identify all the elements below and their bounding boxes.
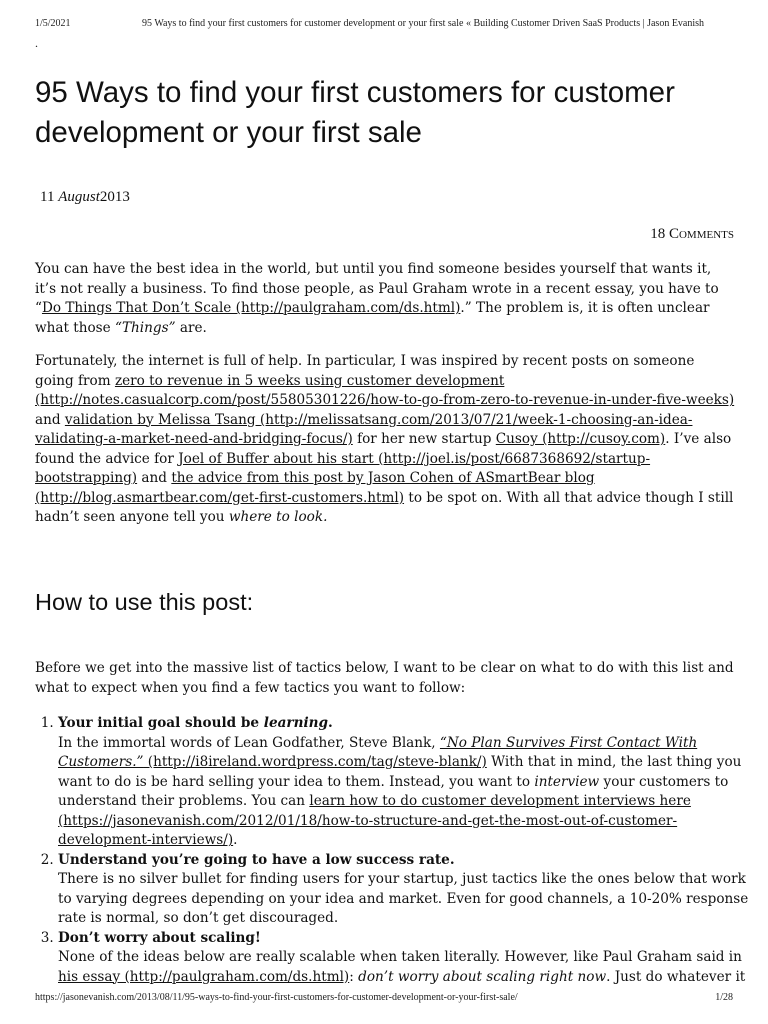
article-title: 95 Ways to find your first customers for customer development or your first sale — [35, 76, 675, 149]
text: None of the ideas below are really scalable when taken literally. However, like Paul Graham said in — [58, 949, 742, 965]
stray-dot: . — [35, 36, 38, 50]
text: . — [328, 715, 333, 731]
text: . — [233, 832, 238, 848]
section-heading: How to use this post: — [35, 589, 254, 615]
link-zero-to-revenue[interactable]: zero to revenue in 5 weeks using customer development (http://notes.casualcorp.com/post/55805301226/how-to-go-from-zero-to-revenue-in-under-five-weeks) — [35, 372, 735, 408]
text: : — [349, 968, 359, 985]
list-item — [58, 851, 758, 929]
link-melissa-tsang[interactable]: validation by Melissa Tsang (http://melissatsang.com/2013/07/21/week-1-choosing-an-idea-validating-a-market-need-and-bridging-focus/) — [35, 411, 693, 447]
item-heading: Understand you’re going to have a low success rate. — [58, 851, 455, 868]
item-heading: Don’t worry about scaling! — [58, 929, 261, 946]
text: With that in mind, the last thing you want to do is be hard selling your idea to them. Instead, you want to — [58, 754, 742, 790]
emphasis: learning — [263, 715, 328, 731]
text: . Just do whatever it — [606, 968, 746, 985]
link-customer-dev-interviews[interactable]: learn how to do customer development interviews here (https://jasonevanish.com/2012/01/18/how-to-structure-and-get-the-most-out-of-customer-development-interviews/) — [58, 793, 691, 848]
text: and — [137, 470, 172, 486]
text: You can have the best idea in the world, but until you find someone besides yourself that wants it, it’s not really a business. To find those people, as Paul Graham wrote in a recent essay, you have to “ — [35, 261, 719, 316]
print-url: https://jasonevanish.com/2013/08/11/95-ways-to-find-your-first-customers-for-customer-development-or-your-first-sale/ — [35, 992, 518, 1003]
print-page-title: 95 Ways to find your first customers for customer development or your first sale « Building Customer Driven SaaS Products | Jason Evanish — [142, 18, 705, 29]
link-do-things-dont-scale[interactable]: Do Things That Don’t Scale (http://paulgraham.com/ds.html) — [41, 300, 461, 316]
text: .” The problem is, it is often unclear what those — [35, 300, 710, 336]
emphasis: interview — [534, 773, 600, 790]
item-heading — [58, 715, 333, 731]
publish-month: August — [58, 189, 100, 205]
text: . I’ve also found the advice for — [35, 431, 732, 467]
link-joel-buffer[interactable]: Joel of Buffer about his start (http://joel.is/post/6687368692/startup-bootstrapping) — [35, 450, 651, 486]
text: and — [35, 411, 65, 428]
text: In the immortal words of Lean Godfather, Steve Blank, — [58, 734, 440, 751]
page-number: 1/28 — [715, 992, 733, 1003]
text: There is no silver bullet for finding users for your startup, just tactics like the ones below that work to varying degrees depending on your idea and market. Even for good channels, a 10-20% response rate is normal, so don’t get discouraged. — [58, 871, 749, 926]
emphasis: don’t worry about scaling right now — [358, 968, 607, 985]
link-cusoy[interactable]: Cusoy (http://cusoy.com) — [495, 431, 666, 447]
emphasis: “No Plan Survives First Contact With Customers.” — [58, 734, 698, 770]
text: your customers to understand their problems. You can — [58, 773, 729, 809]
list-item — [58, 929, 758, 986]
link-asmartbear[interactable]: the advice from this post by Jason Cohen of ASmartBear blog (http://blog.asmartbear.com/get-first-customers.html) — [35, 470, 595, 506]
text: are. — [175, 319, 207, 336]
text: (http://i8ireland.wordpress.com/tag/steve-blank/) — [143, 754, 487, 770]
publish-year: 2013 — [99, 189, 130, 205]
comments-label: Comments — [668, 226, 734, 242]
emphasis: where to look. — [228, 509, 328, 525]
emphasis: “Things” — [115, 319, 176, 336]
print-date: 1/5/2021 — [35, 18, 71, 29]
text: Before we get into the massive list of tactics below, I want to be clear on what to do with this list and what to expect when you find a few tactics you want to follow: — [35, 660, 734, 696]
link-his-essay[interactable]: his essay (http://paulgraham.com/ds.html) — [58, 968, 350, 985]
text: to be spot on. With all that advice though I still hadn’t seen anyone tell you — [35, 489, 734, 525]
text: for her new startup — [352, 431, 496, 447]
text: Fortunately, the internet is full of help. In particular, I was inspired by recent posts on someone going from — [35, 353, 695, 389]
tactics-guidance-list — [35, 714, 758, 985]
publish-day: 11 — [40, 189, 55, 205]
text: Your initial goal should be — [58, 715, 264, 731]
list-item — [58, 714, 758, 851]
comments-count: 18 — [650, 226, 666, 242]
